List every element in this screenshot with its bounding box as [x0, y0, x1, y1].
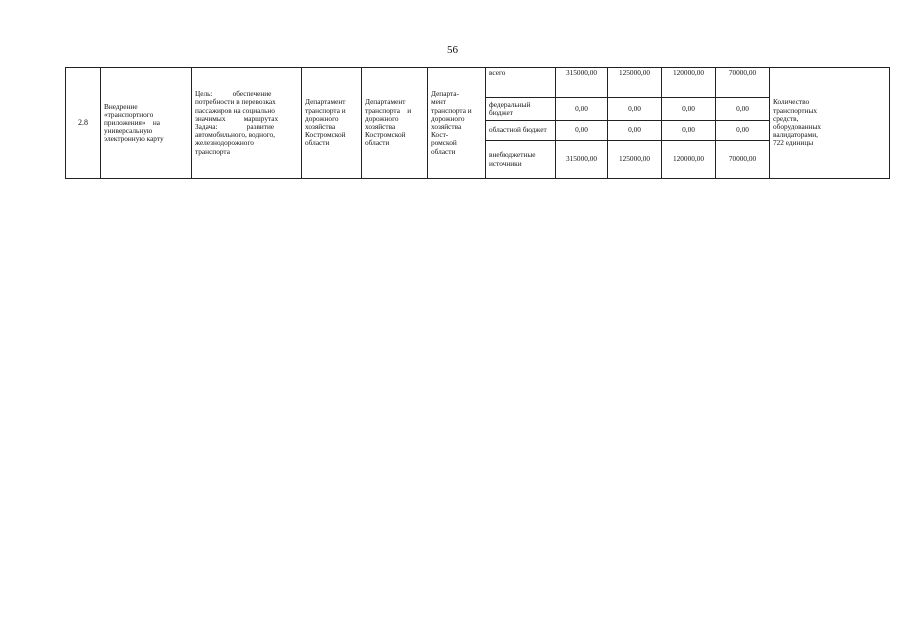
funding-value: 125000,00	[608, 141, 662, 179]
expected-result: Количество транспортных средств, оборудованных валидаторами, 722 единицы	[770, 68, 890, 179]
funding-value: 0,00	[556, 98, 608, 121]
funding-value: 70000,00	[716, 141, 770, 179]
funding-value: 315000,00	[556, 141, 608, 179]
page-number: 56	[447, 44, 458, 56]
funding-value: 120000,00	[662, 68, 716, 98]
funding-value: 70000,00	[716, 68, 770, 98]
funding-value: 0,00	[608, 121, 662, 141]
funding-value: 125000,00	[608, 68, 662, 98]
goal-task-cell: Цель: обеспечение потребности в перевозках пассажиров на социально значимых маршрутах Задача: развитие автомобильного, водного, железнодорожного транспорта	[192, 68, 302, 179]
funding-source: областной бюджет	[486, 121, 556, 141]
funding-value: 0,00	[716, 98, 770, 121]
funding-value: 315000,00	[556, 68, 608, 98]
funding-value: 0,00	[662, 121, 716, 141]
table-row	[66, 68, 890, 98]
funding-value: 120000,00	[662, 141, 716, 179]
measure-name: Внедрение «транспортного приложения» на универсальную электронную карту	[101, 68, 192, 179]
funding-source: внебюджетные источники	[486, 141, 556, 179]
program-table	[65, 67, 890, 179]
funding-value: 0,00	[608, 98, 662, 121]
responsible-executor: Департамент транспорта и дорожного хозяйства Костромской области	[302, 68, 362, 179]
participant: Департа- мент транспорта и дорожного хозяйства Кост- ромской области	[428, 68, 486, 179]
funding-source: федеральный бюджет	[486, 98, 556, 121]
funding-value: 0,00	[716, 121, 770, 141]
row-number: 2.8	[66, 68, 101, 179]
funding-source: всего	[486, 68, 556, 98]
funding-value: 0,00	[556, 121, 608, 141]
co-executor: Департамент транспорта и дорожного хозяйства Костромской области	[362, 68, 428, 179]
funding-value: 0,00	[662, 98, 716, 121]
